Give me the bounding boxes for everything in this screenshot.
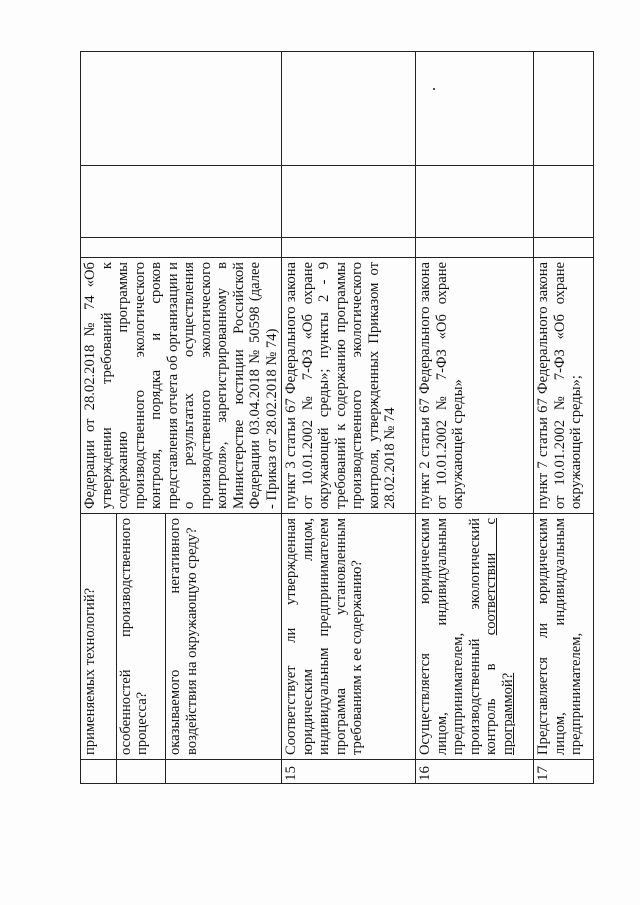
note-cell <box>81 52 282 166</box>
question-cell: оказываемого негативного воздействия на окружающую среду? <box>166 514 282 760</box>
row-number: 16 <box>416 760 534 784</box>
note-cell <box>416 52 534 166</box>
row-number: 17 <box>534 760 594 784</box>
table-row <box>534 52 594 784</box>
question-cell <box>416 514 534 760</box>
table-row <box>81 52 117 784</box>
mark-cell <box>534 166 594 238</box>
requisites-cell: пункт 3 статьи 67 Федерального закона от 10.01.2002 № 7-ФЗ «Об охране окружающей среды»; пункты 2 - 9 требований к содержанию программы производственного экологического контроля, утвержденных Приказом от 28.02.2018 № 74 <box>282 258 416 514</box>
mark-cell <box>81 238 282 258</box>
mark-cell <box>282 166 416 238</box>
note-cell <box>534 52 594 166</box>
question-cell: особенностей производственного процесса? <box>116 514 166 760</box>
requisites-cell: пункт 7 статьи 67 Федерального закона от 10.01.2002 № 7-ФЗ «Об охране окружающей среды»; <box>534 258 594 514</box>
checklist-table <box>80 51 594 784</box>
row-number <box>81 760 117 784</box>
question-cell: Представляется ли юридическим лицом, индивидуальным предпринимателем, <box>534 514 594 760</box>
mark-cell <box>416 166 534 238</box>
question-cell: применяемых технологий? <box>81 514 117 760</box>
underlined-phrase: соответствии с программой? <box>483 518 516 755</box>
row-number <box>116 760 166 784</box>
rotated-table-container <box>80 52 584 784</box>
table-row <box>416 52 534 784</box>
mark-cell <box>282 238 416 258</box>
question-cell: Соответствует ли утвержденная юридическим лицом, индивидуальным предпринимателем программа установленным требованиям к ее содержанию? <box>282 514 416 760</box>
note-cell <box>282 52 416 166</box>
mark-cell <box>416 238 534 258</box>
table-row <box>282 52 416 784</box>
question-text: Осуществляется юридическим лицом, индивидуальным предпринимателем, производственный экологический контроль в соответствии с программой? <box>417 518 516 755</box>
requisites-cell: Федерации от 28.02.2018 № 74 «Об утверждении требований к содержанию программы производственного экологического контроля, порядка и сроков представления отчета об организации и о результатах осуществления производственного экологического контроля», зарегистрированному в Министерстве юстиции Российской Федерации 03.04.2018 № 50598 (далее - Приказ от 28.02.2018 № 74) <box>81 258 282 514</box>
mark-cell <box>81 166 282 238</box>
row-number: 15 <box>282 760 416 784</box>
row-number <box>166 760 282 784</box>
mark-cell <box>534 238 594 258</box>
requisites-cell: пункт 2 статьи 67 Федерального закона от 10.01.2002 № 7-ФЗ «Об охране окружающей среды» <box>416 258 534 514</box>
